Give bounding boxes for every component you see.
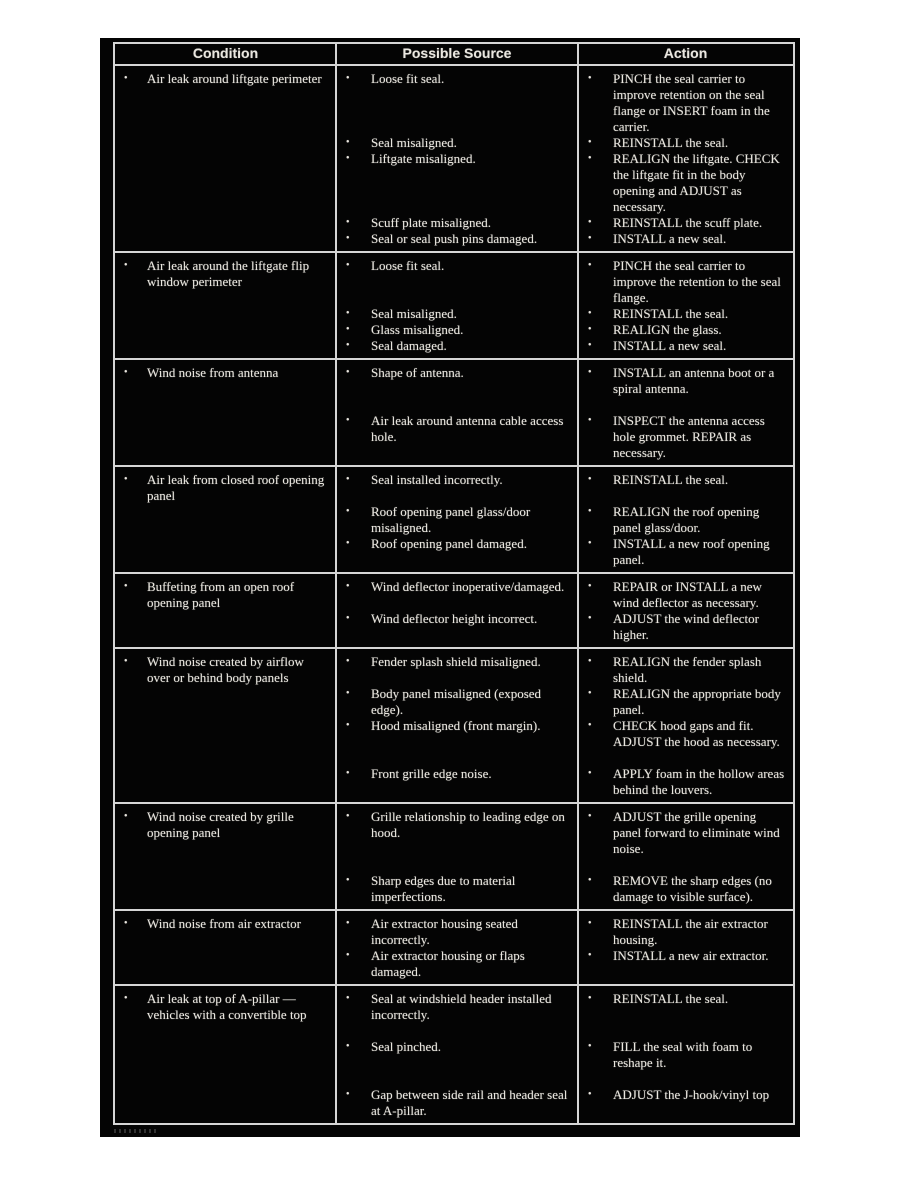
bullet-icon: • [124, 656, 128, 667]
bullet-icon: • [588, 613, 592, 624]
source-item-text: Seal misaligned. [371, 135, 457, 150]
bullet-icon: • [588, 720, 592, 731]
action-item-text: REINSTALL the seal. [613, 135, 729, 150]
bullet-icon: • [346, 367, 350, 378]
source-item [336, 306, 578, 322]
source-item [336, 151, 578, 215]
column-divider [577, 986, 579, 1123]
bullet-icon: • [124, 474, 128, 485]
bullet-icon: • [124, 260, 128, 271]
source-action-pair [336, 338, 793, 354]
source-action-pair [336, 488, 793, 536]
source-item [336, 322, 578, 338]
column-divider [577, 44, 579, 64]
bullet-icon: • [346, 656, 350, 667]
source-action-pair [336, 1071, 793, 1119]
source-item-text: Wind deflector height incorrect. [371, 611, 538, 626]
bullet-icon: • [124, 918, 128, 929]
scanned-table-region [100, 38, 800, 1137]
bullet-icon: • [346, 1089, 350, 1100]
action-item [578, 750, 793, 798]
action-item-text: FILL the seal with foam to reshape it. [613, 1039, 753, 1070]
action-item-text: INSPECT the antenna access hole grommet. REPAIR as necessary. [613, 413, 765, 460]
source-item-text: Sharp edges due to material imperfections. [371, 873, 516, 904]
column-divider [335, 649, 337, 802]
bullet-icon: • [346, 233, 350, 244]
source-item [336, 397, 578, 461]
bullet-icon: • [124, 367, 128, 378]
action-item-text: REINSTALL the seal. [613, 306, 729, 321]
source-item [336, 71, 578, 135]
action-item-text: INSTALL an antenna boot or a spiral antenna. [613, 365, 775, 396]
action-item [578, 857, 793, 905]
action-item [578, 472, 793, 488]
column-divider [335, 986, 337, 1123]
source-item [336, 809, 578, 857]
table-row [115, 574, 793, 649]
action-item-text: REMOVE the sharp edges (no damage to visible surface). [613, 873, 772, 904]
condition-cell-text: Buffeting from an open roof opening panel [147, 579, 295, 610]
diagnostic-table [113, 42, 795, 1125]
action-item-text: ADJUST the wind deflector higher. [613, 611, 759, 642]
action-item [578, 322, 793, 338]
column-divider [335, 574, 337, 647]
action-item [578, 135, 793, 151]
action-item [578, 1071, 793, 1119]
source-item-text: Seal misaligned. [371, 306, 457, 321]
action-item-text: INSTALL a new air extractor. [613, 948, 769, 963]
source-action-list [336, 66, 793, 251]
action-item-text: REPAIR or INSTALL a new wind deflector as necessary. [613, 579, 762, 610]
column-divider [335, 911, 337, 984]
column-divider [335, 467, 337, 572]
action-item-text: REALIGN the glass. [613, 322, 722, 337]
bullet-icon: • [588, 918, 592, 929]
bullet-icon: • [346, 538, 350, 549]
bullet-icon: • [588, 415, 592, 426]
source-action-list [336, 360, 793, 465]
bullet-icon: • [588, 950, 592, 961]
action-item [578, 488, 793, 536]
bullet-icon: • [346, 950, 350, 961]
bullet-icon: • [588, 538, 592, 549]
source-item [336, 579, 578, 611]
bullet-icon: • [588, 217, 592, 228]
source-item-text: Seal installed incorrectly. [371, 472, 503, 487]
bullet-icon: • [346, 506, 350, 517]
source-action-pair [336, 654, 793, 686]
action-item [578, 231, 793, 247]
source-action-pair [336, 916, 793, 948]
source-action-pair [336, 322, 793, 338]
bullet-icon: • [588, 768, 592, 779]
source-action-pair [336, 857, 793, 905]
source-action-list [336, 649, 793, 802]
bullet-icon: • [124, 73, 128, 84]
source-action-pair [336, 948, 793, 980]
source-item [336, 718, 578, 750]
condition-cell-text: Wind noise from air extractor [147, 916, 301, 931]
source-action-pair [336, 579, 793, 611]
bullet-icon: • [346, 308, 350, 319]
bullet-icon: • [588, 153, 592, 164]
action-item-text: INSTALL a new seal. [613, 338, 727, 353]
source-action-list [336, 574, 793, 647]
source-item-text: Seal at windshield header installed incorrectly. [371, 991, 552, 1022]
condition-cell-text: Wind noise created by airflow over or behind body panels [147, 654, 304, 685]
action-item [578, 151, 793, 215]
action-item-text: REINSTALL the seal. [613, 991, 729, 1006]
bullet-icon: • [346, 217, 350, 228]
column-divider [577, 253, 579, 358]
source-item-text: Shape of antenna. [371, 365, 464, 380]
bullet-icon: • [588, 656, 592, 667]
action-item-text: ADJUST the J-hook/vinyl top [613, 1087, 770, 1102]
source-item-text: Loose fit seal. [371, 258, 445, 273]
bullet-icon: • [588, 506, 592, 517]
source-item [336, 488, 578, 536]
bullet-icon: • [588, 581, 592, 592]
source-item-text: Seal damaged. [371, 338, 447, 353]
source-item [336, 611, 578, 643]
source-item-text: Grille relationship to leading edge on hood. [371, 809, 565, 840]
source-item [336, 258, 578, 306]
table-header [115, 44, 793, 66]
bullet-icon: • [346, 137, 350, 148]
source-action-pair [336, 151, 793, 215]
action-item [578, 916, 793, 948]
action-item-text: REALIGN the fender splash shield. [613, 654, 762, 685]
source-action-pair [336, 397, 793, 461]
action-item [578, 611, 793, 643]
action-item-text: PINCH the seal carrier to improve the retention to the seal flange. [613, 258, 781, 305]
action-item-text: REINSTALL the air extractor housing. [613, 916, 768, 947]
condition-cell [115, 804, 336, 909]
action-item [578, 215, 793, 231]
source-item [336, 991, 578, 1023]
action-item [578, 579, 793, 611]
bullet-icon: • [588, 367, 592, 378]
bullet-icon: • [346, 875, 350, 886]
source-action-pair [336, 258, 793, 306]
source-item [336, 338, 578, 354]
source-item [336, 1071, 578, 1119]
bullet-icon: • [346, 260, 350, 271]
bullet-icon: • [346, 1041, 350, 1052]
source-action-pair [336, 750, 793, 798]
table-row [115, 911, 793, 986]
source-item-text: Roof opening panel glass/door misaligned. [371, 504, 531, 535]
source-action-pair [336, 718, 793, 750]
source-action-pair [336, 536, 793, 568]
source-action-pair [336, 215, 793, 231]
source-item-text: Air extractor housing seated incorrectly. [371, 916, 518, 947]
source-action-list [336, 467, 793, 572]
source-item-text: Hood misaligned (front margin). [371, 718, 541, 733]
action-item [578, 365, 793, 397]
table-row [115, 253, 793, 360]
source-action-pair [336, 1023, 793, 1071]
source-action-pair [336, 809, 793, 857]
action-item-text: INSTALL a new roof opening panel. [613, 536, 770, 567]
source-item [336, 365, 578, 397]
bullet-icon: • [346, 415, 350, 426]
column-divider [577, 574, 579, 647]
source-item-text: Body panel misaligned (exposed edge). [371, 686, 542, 717]
bullet-icon: • [588, 233, 592, 244]
source-item [336, 231, 578, 247]
column-header-possible-source: Possible Source [402, 45, 512, 61]
column-divider [577, 911, 579, 984]
action-item [578, 397, 793, 461]
source-item-text: Front grille edge noise. [371, 766, 492, 781]
action-item [578, 654, 793, 686]
table-row [115, 986, 793, 1123]
column-divider [577, 360, 579, 465]
bullet-icon: • [346, 474, 350, 485]
bullet-icon: • [346, 324, 350, 335]
bullet-icon: • [124, 811, 128, 822]
condition-cell-text: Air leak around liftgate perimeter [147, 71, 322, 86]
action-item-text: CHECK hood gaps and fit. ADJUST the hood as necessary. [613, 718, 780, 749]
action-item-text: REINSTALL the seal. [613, 472, 729, 487]
source-item-text: Glass misaligned. [371, 322, 464, 337]
source-item-text: Air leak around antenna cable access hole. [371, 413, 564, 444]
source-item [336, 215, 578, 231]
condition-cell [115, 574, 336, 647]
action-item [578, 338, 793, 354]
condition-cell [115, 467, 336, 572]
bullet-icon: • [588, 1089, 592, 1100]
action-item-text: ADJUST the grille opening panel forward to eliminate wind noise. [613, 809, 780, 856]
scan-artifact [114, 1129, 158, 1133]
condition-cell-text: Wind noise created by grille opening panel [147, 809, 294, 840]
column-divider [335, 66, 337, 251]
source-item-text: Wind deflector inoperative/damaged. [371, 579, 565, 594]
source-item-text: Roof opening panel damaged. [371, 536, 527, 551]
bullet-icon: • [588, 474, 592, 485]
column-divider [335, 44, 337, 64]
condition-cell-text: Air leak from closed roof opening panel [147, 472, 325, 503]
action-item [578, 536, 793, 568]
bullet-icon: • [346, 153, 350, 164]
bullet-icon: • [588, 308, 592, 319]
source-action-pair [336, 231, 793, 247]
condition-cell [115, 66, 336, 251]
column-divider [335, 253, 337, 358]
source-action-pair [336, 686, 793, 718]
source-action-pair [336, 991, 793, 1023]
column-divider [577, 649, 579, 802]
bullet-icon: • [588, 340, 592, 351]
source-item-text: Liftgate misaligned. [371, 151, 476, 166]
table-row [115, 66, 793, 253]
action-item-text: PINCH the seal carrier to improve retention on the seal flange or INSERT foam in the carrier. [613, 71, 770, 134]
bullet-icon: • [346, 811, 350, 822]
source-action-pair [336, 365, 793, 397]
bullet-icon: • [346, 73, 350, 84]
table-row [115, 360, 793, 467]
bullet-icon: • [346, 918, 350, 929]
bullet-icon: • [588, 1041, 592, 1052]
bullet-icon: • [346, 340, 350, 351]
bullet-icon: • [588, 260, 592, 271]
source-item [336, 1023, 578, 1071]
action-item-text: APPLY foam in the hollow areas behind the louvers. [613, 766, 785, 797]
source-item [336, 750, 578, 798]
action-item [578, 991, 793, 1023]
condition-cell-text: Air leak around the liftgate flip window perimeter [147, 258, 310, 289]
condition-cell-text: Wind noise from antenna [147, 365, 279, 380]
column-divider [577, 467, 579, 572]
bullet-icon: • [346, 581, 350, 592]
source-item [336, 916, 578, 948]
bullet-icon: • [588, 811, 592, 822]
source-action-list [336, 986, 793, 1123]
bullet-icon: • [588, 688, 592, 699]
table-row [115, 467, 793, 574]
action-item-text: REALIGN the liftgate. CHECK the liftgate fit in the body opening and ADJUST as necessary. [613, 151, 780, 214]
action-item-text: REALIGN the appropriate body panel. [613, 686, 781, 717]
action-item-text: REALIGN the roof opening panel glass/door. [613, 504, 760, 535]
bullet-icon: • [124, 581, 128, 592]
action-item-text: REINSTALL the scuff plate. [613, 215, 763, 230]
source-item-text: Loose fit seal. [371, 71, 445, 86]
source-action-pair [336, 472, 793, 488]
source-action-pair [336, 611, 793, 643]
action-item [578, 306, 793, 322]
column-header-condition: Condition [192, 45, 259, 61]
source-item [336, 857, 578, 905]
source-item-text: Seal or seal push pins damaged. [371, 231, 538, 246]
action-item-text: INSTALL a new seal. [613, 231, 727, 246]
source-item [336, 654, 578, 686]
source-item [336, 472, 578, 488]
column-divider [577, 804, 579, 909]
condition-cell [115, 911, 336, 984]
source-action-list [336, 804, 793, 909]
source-item [336, 536, 578, 568]
source-action-pair [336, 306, 793, 322]
bullet-icon: • [588, 137, 592, 148]
bullet-icon: • [346, 768, 350, 779]
bullet-icon: • [588, 875, 592, 886]
source-item [336, 948, 578, 980]
action-item [578, 809, 793, 857]
source-action-pair [336, 71, 793, 135]
action-item [578, 71, 793, 135]
condition-cell [115, 986, 336, 1123]
source-action-list [336, 253, 793, 358]
source-item-text: Gap between side rail and header seal at A-pillar. [371, 1087, 568, 1118]
source-action-list [336, 911, 793, 984]
table-row [115, 804, 793, 911]
condition-cell [115, 253, 336, 358]
source-item [336, 135, 578, 151]
condition-cell-text: Air leak at top of A-pillar — vehicles with a convertible top [147, 991, 307, 1022]
condition-cell [115, 360, 336, 465]
bullet-icon: • [588, 324, 592, 335]
source-item-text: Scuff plate misaligned. [371, 215, 491, 230]
action-item [578, 258, 793, 306]
source-item-text: Fender splash shield misaligned. [371, 654, 541, 669]
bullet-icon: • [588, 73, 592, 84]
column-divider [335, 804, 337, 909]
action-item [578, 1023, 793, 1071]
bullet-icon: • [588, 993, 592, 1004]
source-action-pair [336, 135, 793, 151]
column-divider [577, 66, 579, 251]
condition-cell [115, 649, 336, 802]
bullet-icon: • [346, 720, 350, 731]
action-item [578, 948, 793, 980]
bullet-icon: • [346, 688, 350, 699]
table-row [115, 649, 793, 804]
action-item [578, 686, 793, 718]
source-item-text: Seal pinched. [371, 1039, 442, 1054]
source-item-text: Air extractor housing or flaps damaged. [371, 948, 525, 979]
bullet-icon: • [346, 993, 350, 1004]
source-item [336, 686, 578, 718]
column-header-action: Action [663, 45, 708, 61]
bullet-icon: • [346, 613, 350, 624]
action-item [578, 718, 793, 750]
bullet-icon: • [124, 993, 128, 1004]
column-divider [335, 360, 337, 465]
